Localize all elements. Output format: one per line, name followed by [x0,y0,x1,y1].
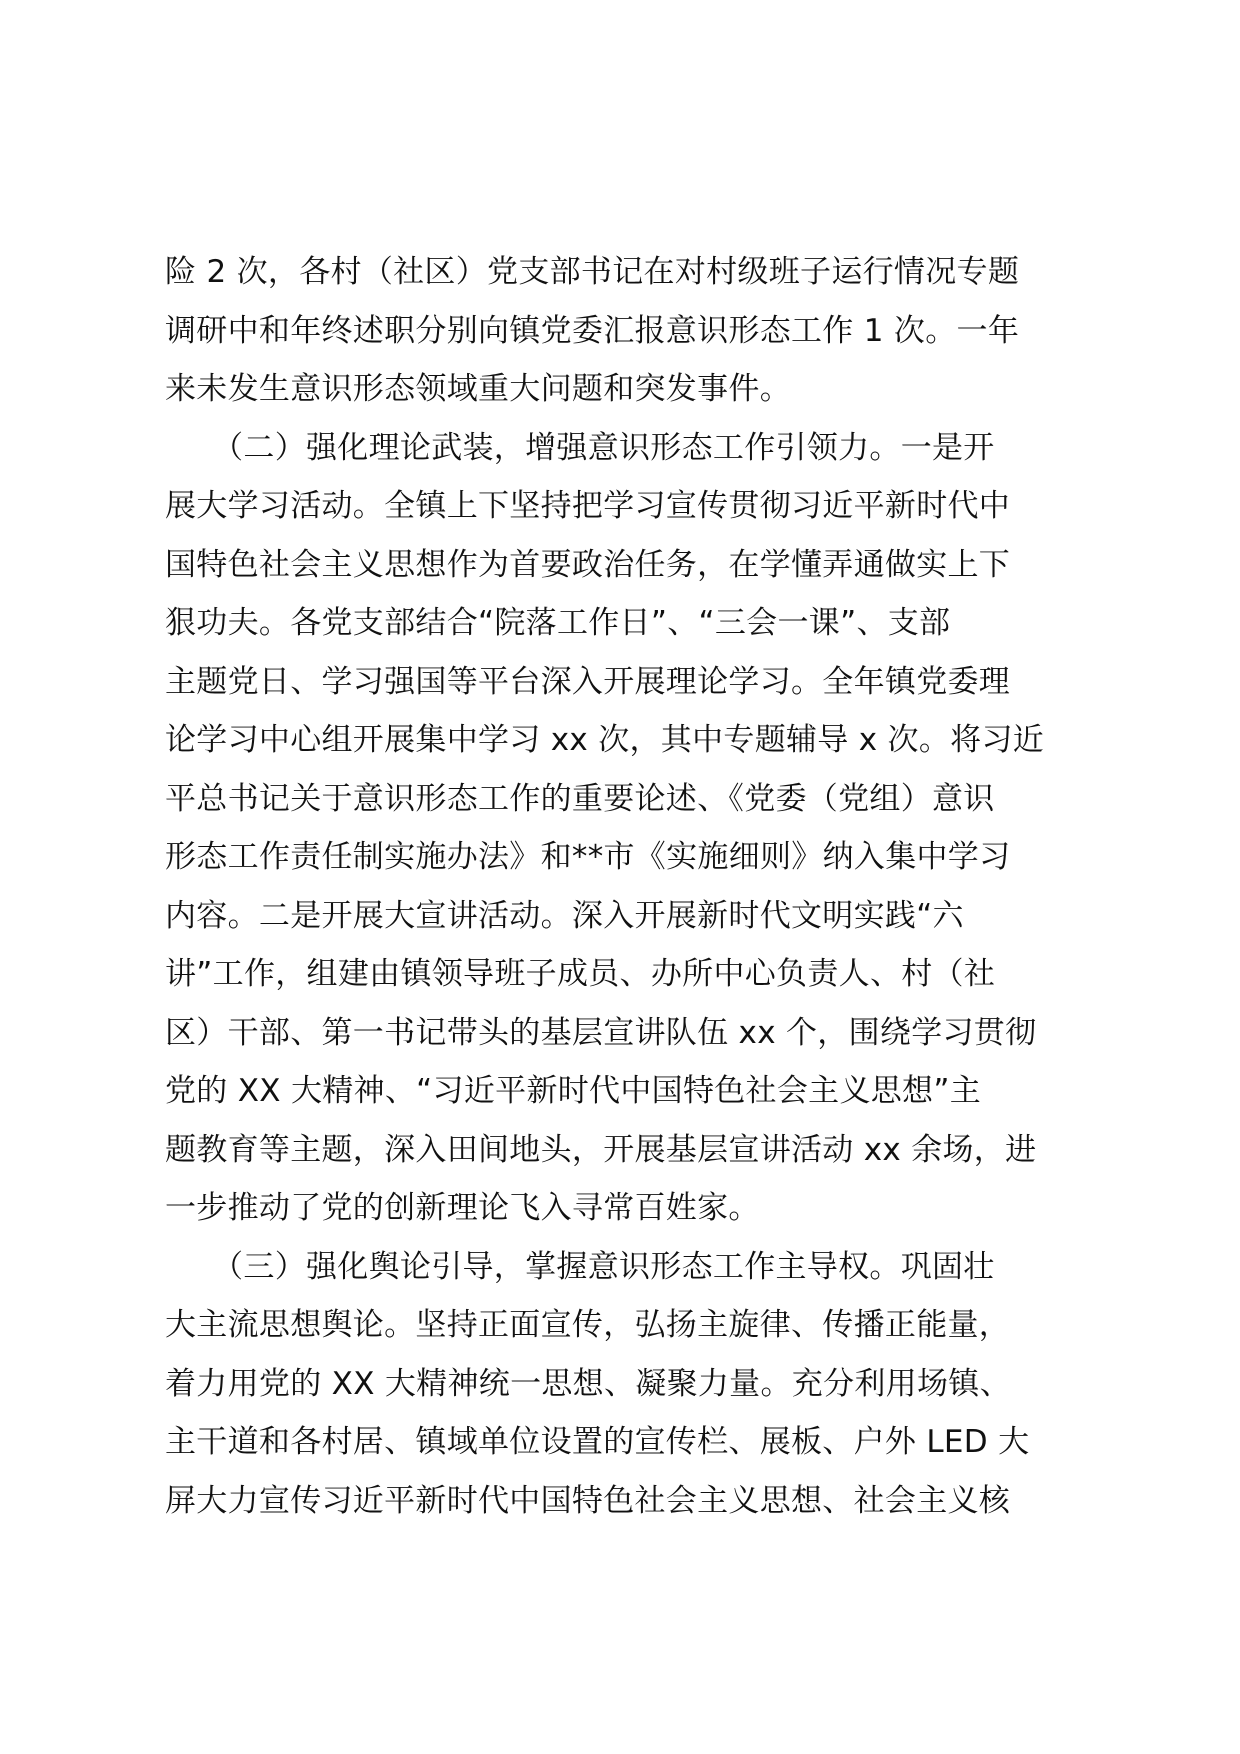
text-line: 题教育等主题，深入田间地头，开展基层宣讲活动 xx 余场，进 [165,1131,1037,1168]
text-line: 论学习中心组开展集中学习 xx 次，其中专题辅导 x 次。将习近 [165,722,1045,758]
text-line: 主干道和各村居、镇域单位设置的宣传栏、展板、户外 LED 大 [165,1424,1030,1460]
text-line: 区）干部、第一书记带头的基层宣讲队伍 xx 个，围绕学习贯彻 [165,1014,1037,1051]
text-line: 内容。二是开展大宣讲活动。深入开展新时代文明实践“六 [165,897,964,934]
body-text [165,243,1085,1530]
text-line: 讲”工作，组建由镇领导班子成员、办所中心负责人、村（社 [165,956,996,992]
text-line: 来未发生意识形态领域重大问题和突发事件。 [165,371,791,407]
text-line: 大主流思想舆论。坚持正面宣传，弘扬主旋律、传播正能量， [165,1307,1011,1343]
text-line: 一步推动了党的创新理论飞入寻常百姓家。 [165,1190,760,1226]
text-line: 主题党日、学习强国等平台深入开展理论学习。全年镇党委理 [165,663,1011,700]
text-line: 平总书记关于意识形态工作的重要论述、《党委（党组）意识 [165,780,995,817]
text-line: 国特色社会主义思想作为首要政治任务，在学懂弄通做实上下 [165,546,1011,583]
text-line: 险 2 次，各村（社区）党支部书记在对村级班子运行情况专题 [165,254,1020,290]
text-line: 着力用党的 XX 大精神统一思想、凝聚力量。充分利用场镇、 [165,1365,1011,1402]
text-line: 党的 XX 大精神、“习近平新时代中国特色社会主义思想”主 [165,1073,981,1109]
section-heading-line: （二）强化理论武装，增强意识形态工作引领力。一是开 [165,429,995,466]
text-line: 屏大力宣传习近平新时代中国特色社会主义思想、社会主义核 [165,1482,1011,1519]
section-heading-line: （三）强化舆论引导，掌握意识形态工作主导权。巩固壮 [165,1248,995,1285]
text-line: 调研中和年终述职分别向镇党委汇报意识形态工作 1 次。一年 [165,312,1020,349]
text-line: 形态工作责任制实施办法》和**市《实施细则》纳入集中学习 [165,839,1011,875]
text-line: 狠功夫。各党支部结合“院落工作日”、“三会一课”、支部 [165,605,951,641]
text-line: 展大学习活动。全镇上下坚持把学习宣传贯彻习近平新时代中 [165,488,1011,524]
